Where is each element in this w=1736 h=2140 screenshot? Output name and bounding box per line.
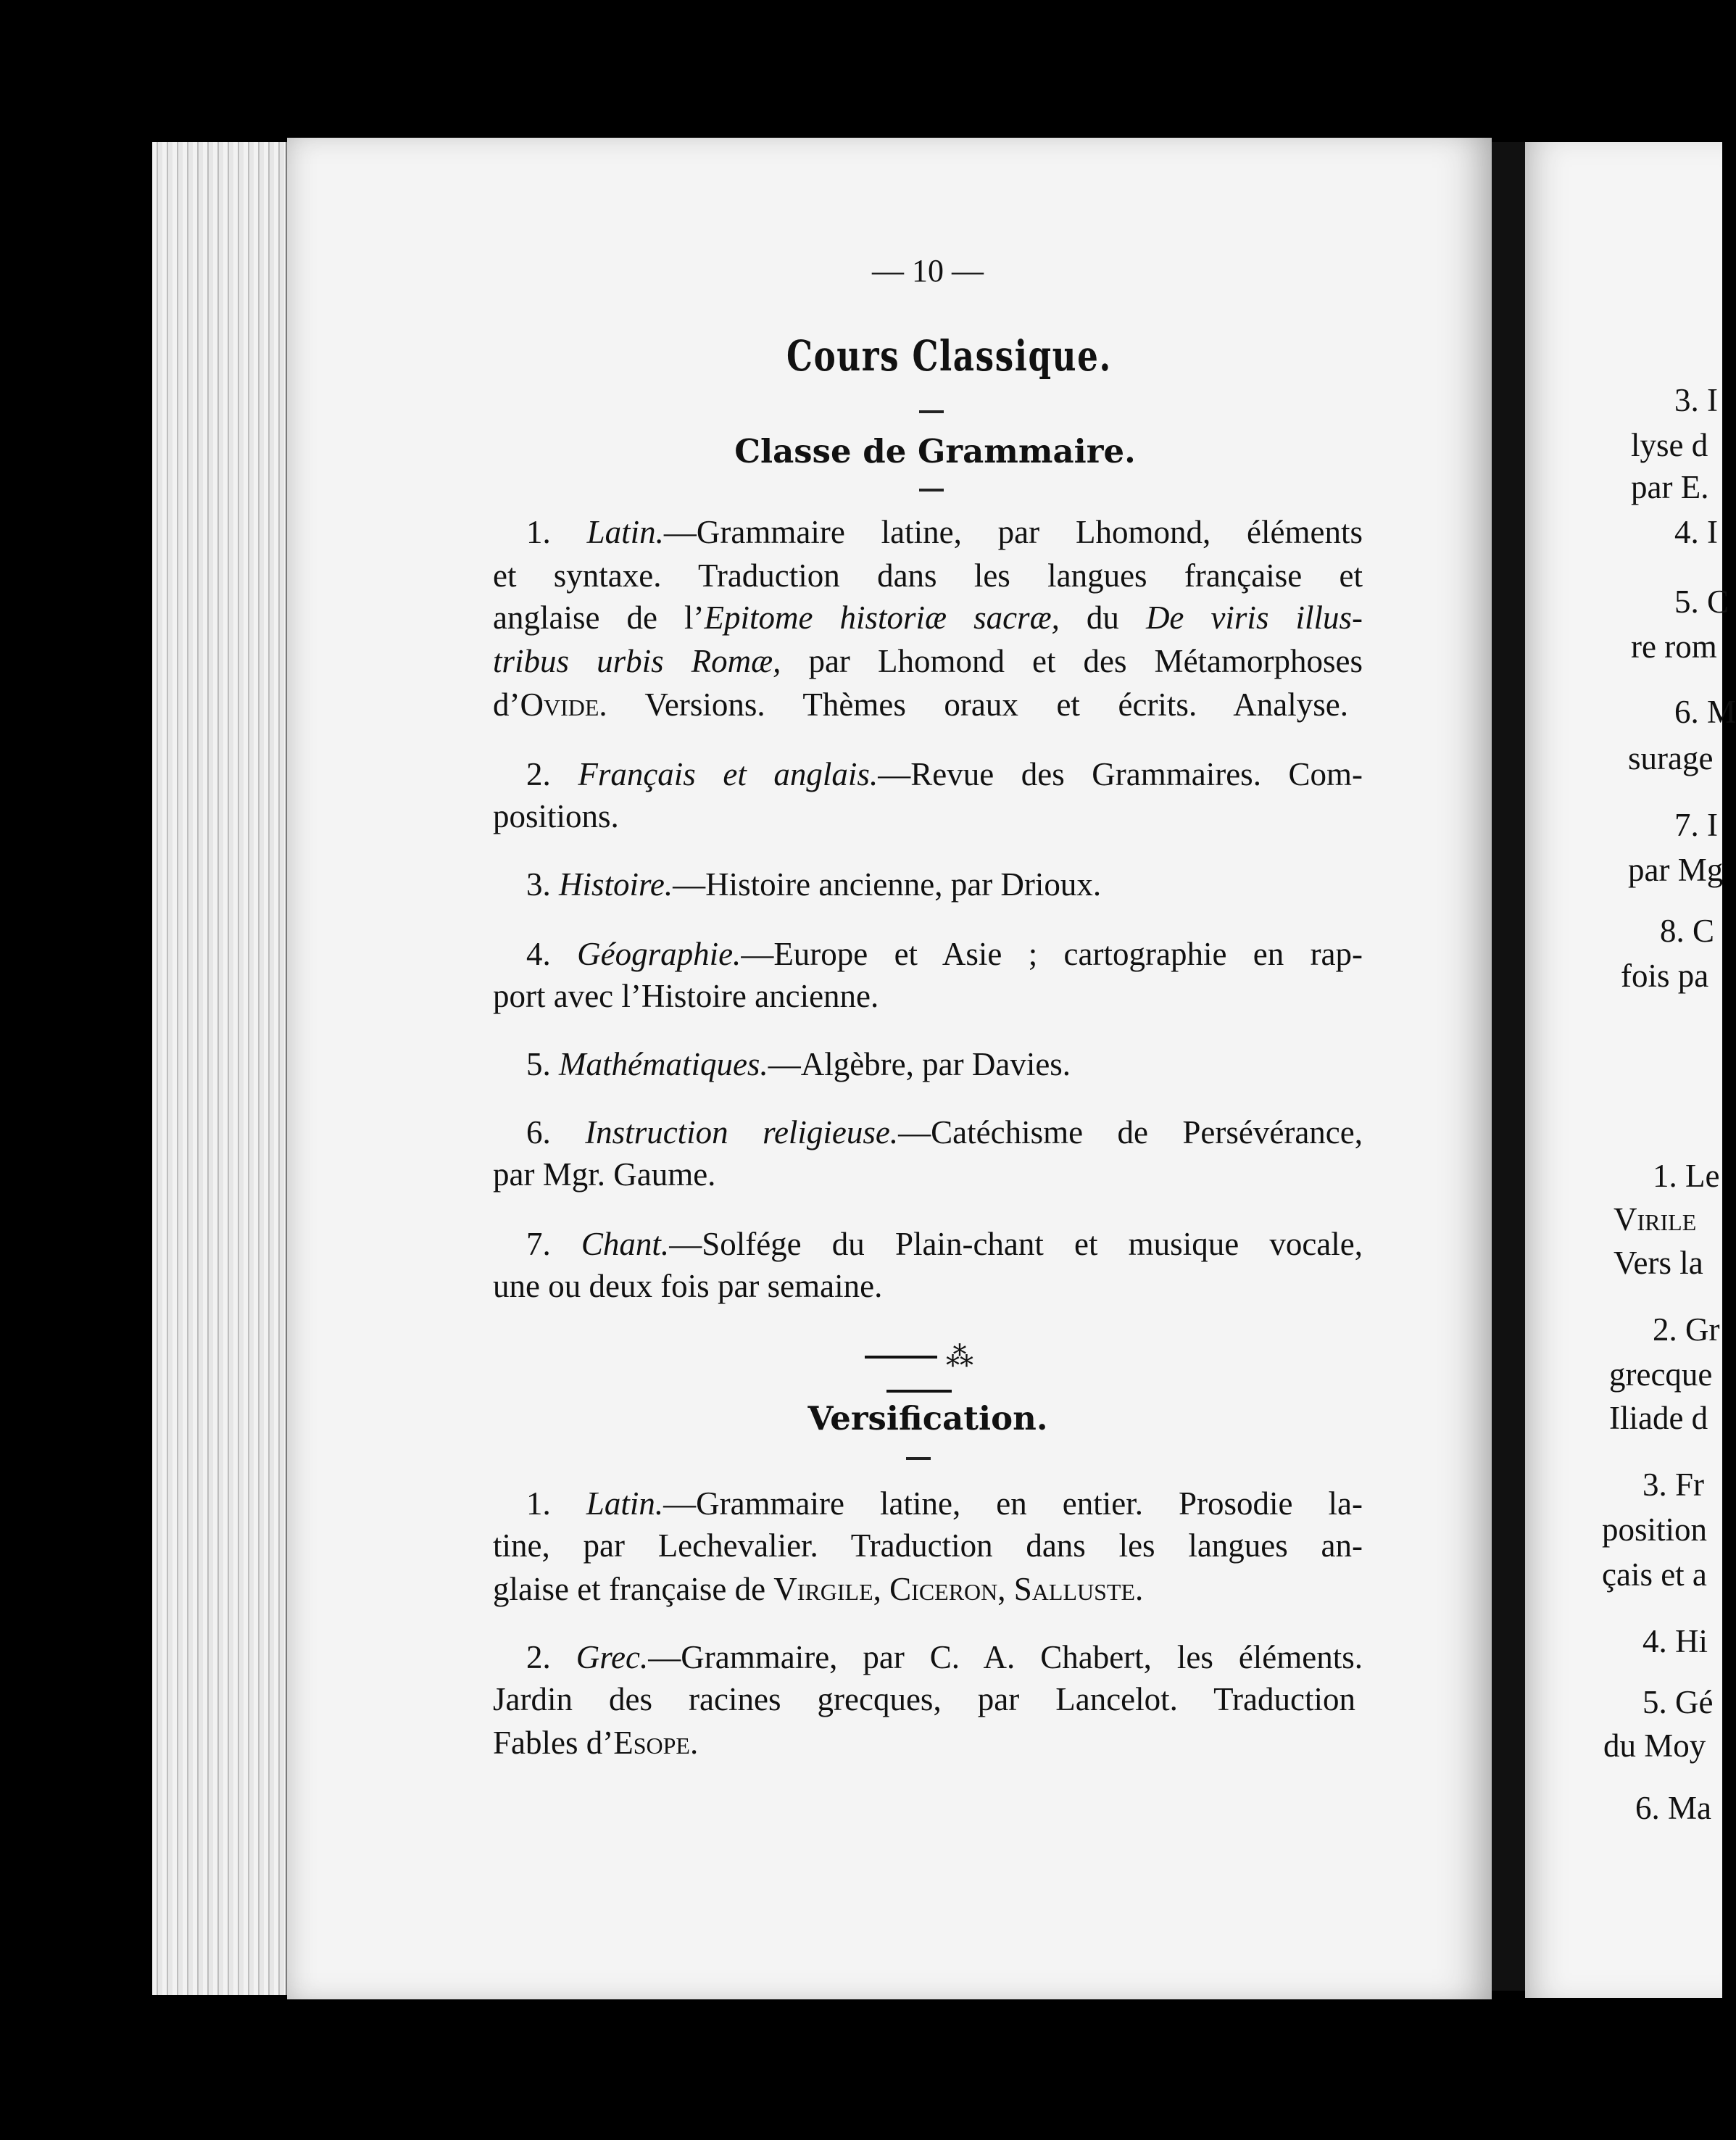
right-page-text-fragment: 8. C xyxy=(1660,913,1715,949)
text-line xyxy=(493,602,1363,634)
text-line xyxy=(493,1527,1363,1564)
text-line xyxy=(526,938,1363,971)
title-rule xyxy=(919,410,944,413)
italic-run: Latin. xyxy=(586,1485,664,1522)
text-run: —Solfége du Plain-chant et musique vocale, xyxy=(669,1226,1363,1262)
text-line xyxy=(493,1270,1000,1303)
text-run: 1. xyxy=(526,1485,586,1522)
text-run: port avec l’Histoire ancienne. xyxy=(493,978,879,1014)
section-heading-versification: Versification. xyxy=(807,1399,1048,1438)
text-run: du xyxy=(1059,600,1146,636)
text-run: 2. xyxy=(526,1639,576,1675)
heading-rule-2 xyxy=(906,1457,931,1460)
text-run: . xyxy=(1135,1571,1144,1607)
page-edges xyxy=(152,142,288,1995)
text-line xyxy=(493,645,1363,678)
text-run: anglaise de l’ xyxy=(493,600,705,636)
right-page-text-fragment: 5. C xyxy=(1674,584,1729,620)
page-number: — 10 — xyxy=(872,253,984,289)
right-page-text-fragment: Vers la xyxy=(1614,1245,1703,1281)
right-page-text-fragment: 1. Le xyxy=(1653,1158,1720,1194)
text-line xyxy=(493,1727,855,1759)
right-page-text-fragment: 6. M xyxy=(1674,694,1736,730)
text-run: et syntaxe. Traduction dans les langues française et xyxy=(493,557,1363,594)
text-run: 7. xyxy=(526,1226,581,1262)
page-title: Cours Classique. xyxy=(786,331,1112,381)
italic-run: De viris illus- xyxy=(1145,600,1363,636)
text-run: 3. xyxy=(526,866,559,903)
italic-run: Français et anglais. xyxy=(578,756,879,792)
right-page-text-fragment: 7. I xyxy=(1674,807,1718,843)
right-page-text-fragment: Virile xyxy=(1614,1201,1697,1237)
smallcaps-run: Esope xyxy=(613,1725,690,1761)
text-run: Fables d’ xyxy=(493,1725,614,1761)
text-run: . xyxy=(689,1725,699,1761)
text-run: 6. xyxy=(526,1114,586,1150)
right-page-text-fragment: du Moy xyxy=(1603,1728,1706,1764)
text-line xyxy=(493,1158,855,1191)
text-run: —Catéchisme de Persévérance, xyxy=(898,1114,1363,1150)
text-line xyxy=(526,1228,1363,1261)
right-page-text-fragment: çais et a xyxy=(1602,1556,1707,1593)
italic-run: Géographie. xyxy=(577,936,742,972)
right-page-text-fragment: 5. Gé xyxy=(1642,1684,1714,1720)
text-line xyxy=(493,1573,1261,1606)
text-run: Jardin des racines grecques, par Lancelot. Traduction xyxy=(493,1681,1355,1717)
text-line xyxy=(526,758,1363,791)
text-run: —Algèbre, par Davies. xyxy=(768,1046,1071,1082)
text-run: glaise et française de xyxy=(493,1571,774,1607)
text-run: par Mgr. Gaume. xyxy=(493,1156,716,1193)
section-ornament: ⁂ xyxy=(832,1338,1006,1405)
right-page-text-fragment: par Mg xyxy=(1628,852,1724,888)
section-heading-grammaire: Classe de Grammaire. xyxy=(734,432,1136,470)
text-line xyxy=(526,1116,1363,1149)
text-line xyxy=(526,516,1363,549)
text-line xyxy=(526,1048,1179,1081)
text-run: —Revue des Grammaires. Com- xyxy=(878,756,1363,792)
text-run: —Grammaire, par C. A. Chabert, les éléments. xyxy=(648,1639,1363,1675)
text-line xyxy=(526,1485,1363,1522)
right-page-text-fragment: lyse d xyxy=(1631,427,1708,463)
italic-run: Latin. xyxy=(586,514,664,550)
right-page-text-fragment: Iliade d xyxy=(1609,1400,1708,1436)
book-binding xyxy=(1492,142,1525,1991)
italic-run: tribus urbis Romæ, xyxy=(493,643,781,679)
text-line xyxy=(493,1683,1355,1716)
text-line xyxy=(493,689,1348,721)
right-page-text-fragment: 4. Hi xyxy=(1642,1623,1708,1659)
text-run: . Versions. Thèmes oraux et écrits. Analyse. xyxy=(599,687,1348,723)
right-page-text-fragment: 3. Fr xyxy=(1642,1467,1705,1503)
right-page-text-fragment: fois pa xyxy=(1621,958,1709,994)
text-run: par Lhomond et des Métamorphoses xyxy=(781,643,1363,679)
text-run: tine, par Lechevalier. Traduction dans les langues an- xyxy=(493,1527,1363,1564)
text-run: d’ xyxy=(493,687,520,723)
right-page-text-fragment: position xyxy=(1602,1511,1708,1548)
right-page-text-fragment: re rom xyxy=(1631,629,1717,665)
text-line xyxy=(493,800,783,833)
right-page-text-fragment: 3. I xyxy=(1674,382,1718,418)
text-run: 5. xyxy=(526,1046,559,1082)
heading-rule-1 xyxy=(919,489,944,492)
text-line xyxy=(526,868,1179,901)
smallcaps-run: Ovide xyxy=(520,687,599,723)
right-page-text-fragment: 6. Ma xyxy=(1635,1790,1711,1826)
italic-run: Epitome historiæ sacræ, xyxy=(704,600,1060,636)
italic-run: Histoire. xyxy=(559,866,673,903)
text-run: 1. xyxy=(526,514,587,550)
right-page-text-fragment: surage xyxy=(1628,740,1714,776)
text-run: —Grammaire latine, en entier. Prosodie la- xyxy=(663,1485,1363,1522)
text-line xyxy=(493,557,1363,594)
right-page-text-fragment: grecque xyxy=(1609,1356,1713,1393)
right-page-text-fragment: 4. I xyxy=(1674,514,1718,550)
italic-run: Instruction religieuse. xyxy=(585,1114,899,1150)
text-run: 2. xyxy=(526,756,578,792)
text-run: une ou deux fois par semaine. xyxy=(493,1268,883,1304)
text-line xyxy=(493,980,1000,1013)
italic-run: Mathématiques. xyxy=(559,1046,768,1082)
text-run: —Europe et Asie ; cartographie en rap- xyxy=(741,936,1363,972)
text-run: —Histoire ancienne, par Drioux. xyxy=(673,866,1102,903)
right-page-text-fragment: 2. Gr xyxy=(1653,1311,1720,1348)
italic-run: Chant. xyxy=(581,1226,670,1262)
text-run: positions. xyxy=(493,798,619,834)
text-run: —Grammaire latine, par Lhomond, éléments xyxy=(663,514,1363,550)
text-line xyxy=(526,1641,1363,1674)
smallcaps-run: Virgile, Ciceron, Salluste xyxy=(773,1571,1136,1607)
italic-run: Grec. xyxy=(576,1639,649,1675)
text-run: 4. xyxy=(526,936,578,972)
right-page-text-fragment: par E. xyxy=(1631,469,1709,505)
